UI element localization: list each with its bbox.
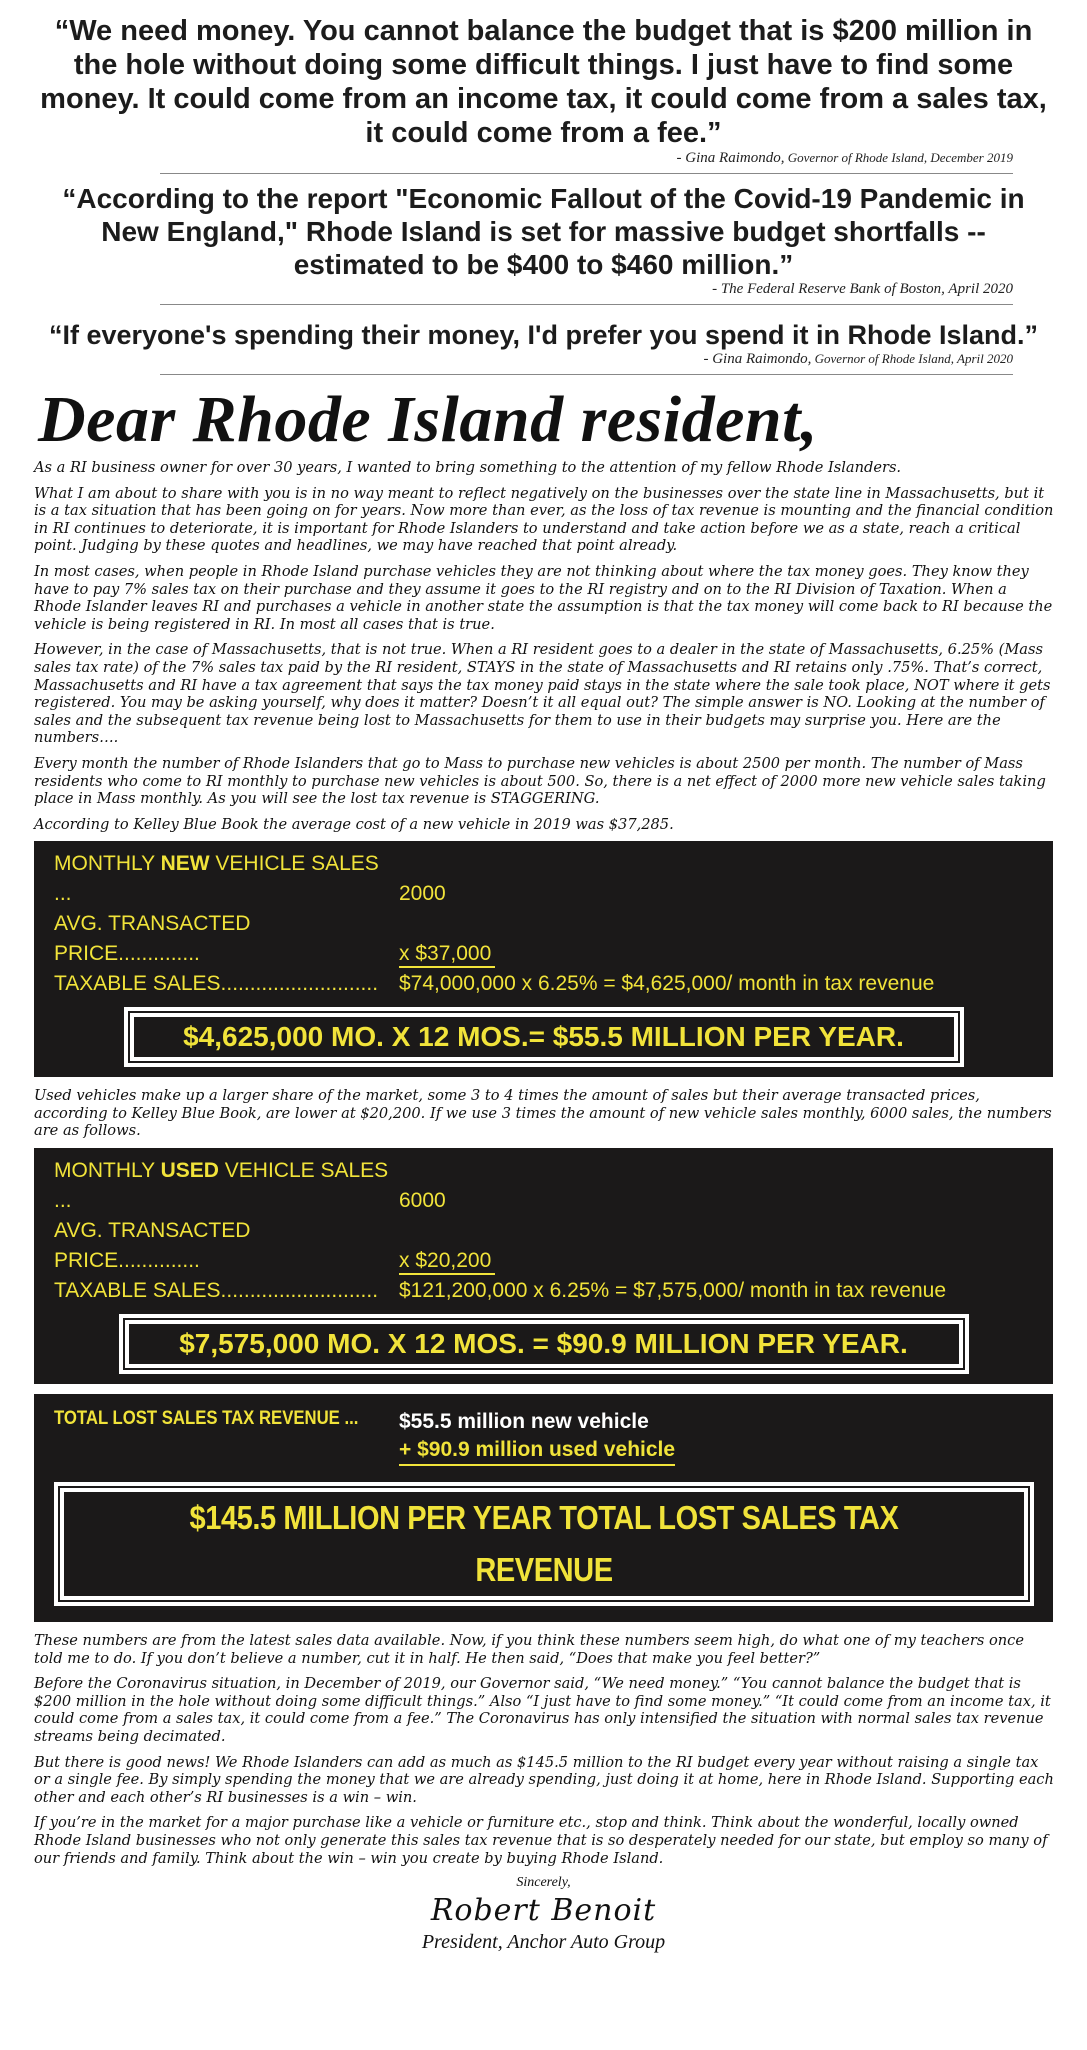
total-lost-box bbox=[34, 1394, 1053, 1622]
paragraph: As a RI business owner for over 30 years, I wanted to bring something to the attention of my fellow Rhode Islanders. bbox=[34, 459, 902, 476]
divider bbox=[160, 304, 1013, 305]
paragraph: However, in the case of Massachusetts, that is not true. When a RI resident goes to a dealer in the state of Massachusetts, 6.25% (Mass sales tax rate) of the 7% sales tax paid by the RI resident, STAYS in the state of Massachusetts and RI retains only .75%. That’s correct, Massachusetts and RI have a tax agreement that says the tax money paid stays in the state where the sale took place, NOT where it gets registered. You may be asking yourself, why does it matter? Doesn’t it all equal out? The simple answer is NO. Looking at the number of sales and the subsequent tax revenue being lost to Massachusetts for them to use in their budgets may surprise you. Here are the numbers…. bbox=[34, 641, 1051, 747]
grand-total-callout: $145.5 MILLION PER YEAR TOTAL LOST SALES TAX REVENUE bbox=[60, 1488, 1028, 1600]
attribution-source: Governor of Rhode Island, April 2020 bbox=[814, 351, 1013, 366]
quote-attribution bbox=[30, 281, 1013, 298]
total-breakdown bbox=[54, 1402, 1033, 1466]
used-annual-callout: $7,575,000 MO. X 12 MOS. = $90.9 MILLION PER YEAR. bbox=[125, 1320, 963, 1368]
attribution-source: Governor of Rhode Island, December 2019 bbox=[787, 150, 1013, 165]
paragraph: Before the Coronavirus situation, in December of 2019, our Governor said, “We need money.” “You cannot balance the budget that is $200 million in the hole without doing some difficult things.” Also “I just have to find some money.” “It could come from an income tax, it could come from a sales tax, it could come from a fee.” The Coronavirus has only intensified the situation with normal sales tax revenue streams being decimated. bbox=[34, 1675, 1051, 1746]
used-sales-line: MONTHLY USED VEHICLE SALES ... 6000 bbox=[54, 1159, 446, 1213]
attribution-author: - The Federal Reserve Bank of Boston, April 2020 bbox=[712, 281, 1013, 297]
quote-raimondo-2020: “If everyone's spending their money, I'd prefer you spend it in Rhode Island.” bbox=[48, 320, 1038, 350]
paragraph: In most cases, when people in Rhode Island purchase vehicles they are not thinking about where the tax money goes. They know they have to pay 7% sales tax on their purchase and they assume it goes to the RI registry and on to the RI Division of Taxation. When a Rhode Islander leaves RI and purchases a vehicle in another state the assumption is that the tax money will come back to RI because the vehicle is being registered in RI. In most all cases that is true. bbox=[34, 562, 1053, 633]
paragraph: What I am about to share with you is in no way meant to reflect negatively on the businesses over the state line in Massachusetts, but it is a tax situation that has been going on for years. Now more than ever, as the loss of tax revenue is mounting and the financial condition in RI continues to deteriorate, it is important for Rhode Islanders to understand and take action before we as a state, reach a critical point. Judging by these quotes and headlines, we may have reached that point already. bbox=[34, 484, 1054, 555]
used-taxable-line: TAXABLE SALES........................... $121,200,000 x 6.25% = $7,575,000/ month in tax revenue bbox=[54, 1279, 946, 1303]
new-vehicle-box bbox=[34, 841, 1053, 1077]
signer-title: President, Anchor Auto Group bbox=[421, 1931, 666, 1954]
used-vehicle-box bbox=[34, 1148, 1053, 1384]
paragraph: If you’re in the market for a major purchase like a vehicle or furniture etc., stop and think. Think about the wonderful, locally owned Rhode Island businesses who not only generate this sales tax revenue that is so desperately needed for our state, but employ so many of our friends and family. Think about the win – win you create by buying Rhode Island. bbox=[34, 1814, 1048, 1867]
total-used-line: + $90.9 million used vehicle bbox=[399, 1436, 675, 1466]
headline: Dear Rhode Island resident, bbox=[38, 383, 818, 456]
new-taxable-value: $74,000,000 x 6.25% = $4,625,000/ month in tax revenue bbox=[399, 972, 935, 996]
new-sales-value: 2000 bbox=[399, 882, 446, 906]
used-sales-value: 6000 bbox=[399, 1189, 446, 1213]
divider bbox=[160, 374, 1013, 375]
quote-attribution bbox=[30, 150, 1013, 167]
quote-raimondo-2019: “We need money. You cannot balance the budget that is $200 million in the hole without doing some difficult things. I just have to find some money. It could come from an income tax, it could come from a sales tax, it could come from a fee.” bbox=[40, 15, 1047, 149]
quote-attribution bbox=[30, 351, 1013, 368]
new-sales-line: MONTHLY NEW VEHICLE SALES ... 2000 bbox=[54, 852, 446, 906]
new-price-line: AVG. TRANSACTED PRICE.............. x $37,000 bbox=[54, 909, 1033, 969]
paragraph: Every month the number of Rhode Islanders that go to Mass to purchase new vehicles is about 2500 per month. The number of Mass residents who come to RI monthly to purchase new vehicles is about 500. So, there is a net effect of 2000 more new vehicle sales taking place in Mass monthly. As you will see the lost tax revenue is STAGGERING. bbox=[34, 754, 1046, 808]
sincerely: Sincerely, bbox=[516, 1875, 571, 1891]
new-annual-callout: $4,625,000 MO. X 12 MOS.= $55.5 MILLION PER YEAR. bbox=[130, 1013, 958, 1061]
attribution-author: - Gina Raimondo, bbox=[676, 150, 785, 166]
total-new-line: $55.5 million new vehicle bbox=[399, 1410, 649, 1434]
used-taxable-value: $121,200,000 x 6.25% = $7,575,000/ month in tax revenue bbox=[399, 1279, 946, 1303]
paragraph: According to Kelley Blue Book the average cost of a new vehicle in 2019 was $37,285. bbox=[34, 815, 674, 833]
paragraph: But there is good news! We Rhode Islanders can add as much as $145.5 million to the RI budget every year without raising a single tax or a single fee. By simply spending the money that we are already spending, just doing it at home, here in Rhode Island. Supporting each other and each other’s RI businesses is a win – win. bbox=[34, 1753, 1054, 1806]
attribution-author: - Gina Raimondo, bbox=[703, 351, 812, 367]
used-price-line: AVG. TRANSACTED PRICE.............. x $20,200 bbox=[54, 1216, 1033, 1276]
used-price-value: x $20,200 bbox=[399, 1249, 495, 1275]
quote-fed-boston: “According to the report "Economic Fallout of the Covid-19 Pandemic in New England," Rhode Island is set for massive budget shortfalls -- estimated to be $400 to $460 million.” bbox=[62, 183, 1025, 280]
signature: Robert Benoit bbox=[430, 1893, 657, 1929]
total-label: TOTAL LOST SALES TAX REVENUE ... bbox=[54, 1408, 359, 1430]
paragraph: Used vehicles make up a larger share of the market, some 3 to 4 times the amount of sales but their average transacted prices, according to Kelley Blue Book, are lower at $20,200. If we use 3 times the amount of new vehicle sales monthly, 6000 sales, the numbers are as follows. bbox=[34, 1087, 1052, 1140]
new-taxable-line: TAXABLE SALES........................... $74,000,000 x 6.25% = $4,625,000/ month in tax revenue bbox=[54, 972, 935, 996]
new-price-value: x $37,000 bbox=[399, 942, 495, 968]
paragraph: These numbers are from the latest sales data available. Now, if you think these numbers seem high, do what one of my teachers once told me to do. If you don’t believe a number, cut it in half. He then said, “Does that make you feel better?” bbox=[34, 1632, 1024, 1667]
divider bbox=[160, 173, 1013, 174]
